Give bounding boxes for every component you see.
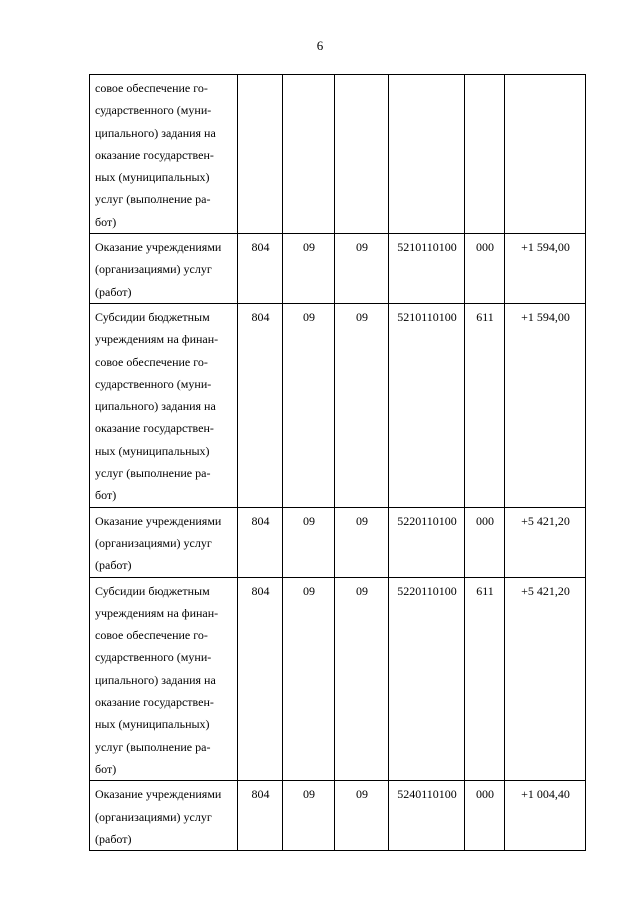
table-row xyxy=(90,507,586,577)
item-name-line: ных (муниципальных) xyxy=(95,443,210,458)
item-name-line: бот) xyxy=(95,761,117,776)
razdel-code-cell: 09 xyxy=(283,507,335,577)
item-name-line: услуг (выполнение ра- xyxy=(95,739,211,754)
amount-cell: +1 004,40 xyxy=(505,781,586,851)
table-row xyxy=(90,577,586,781)
podrazdel-code-cell: 09 xyxy=(335,781,389,851)
target-article-code-cell: 5220110100 xyxy=(389,507,465,577)
amount-cell: +5 421,20 xyxy=(505,507,586,577)
item-name-line: услуг (выполнение ра- xyxy=(95,192,211,207)
vedomstvo-code-cell: 804 xyxy=(238,577,283,781)
item-name-line: ципального) задания на xyxy=(95,125,216,140)
razdel-code-cell xyxy=(283,75,335,234)
item-name-line: Оказание учреждениями xyxy=(95,513,222,528)
expense-type-code-cell: 000 xyxy=(465,781,505,851)
item-name-line: (работ) xyxy=(95,284,132,299)
item-name-line: оказание государствен- xyxy=(95,147,214,162)
item-name-line: ных (муниципальных) xyxy=(95,170,210,185)
target-article-code-cell: 5210110100 xyxy=(389,303,465,507)
vedomstvo-code-cell: 804 xyxy=(238,507,283,577)
item-name-cell xyxy=(90,303,238,507)
item-name-line: ципального) задания на xyxy=(95,672,216,687)
expense-type-code-cell xyxy=(465,75,505,234)
item-name-line: (работ) xyxy=(95,831,132,846)
podrazdel-code-cell xyxy=(335,75,389,234)
item-name-line: совое обеспечение го- xyxy=(95,628,208,643)
table-row xyxy=(90,75,586,234)
vedomstvo-code-cell: 804 xyxy=(238,781,283,851)
item-name-line: ных (муниципальных) xyxy=(95,717,210,732)
table-row xyxy=(90,781,586,851)
page-number: 6 xyxy=(316,38,324,53)
item-name-line: сударственного (муни- xyxy=(95,650,212,665)
target-article-code-cell: 5240110100 xyxy=(389,781,465,851)
item-name-line: (организациями) услуг xyxy=(95,262,212,277)
target-article-code-cell: 5220110100 xyxy=(389,577,465,781)
item-name-cell xyxy=(90,781,238,851)
expense-type-code-cell: 611 xyxy=(465,303,505,507)
vedomstvo-code-cell: 804 xyxy=(238,234,283,304)
vedomstvo-code-cell xyxy=(238,75,283,234)
razdel-code-cell: 09 xyxy=(283,781,335,851)
target-article-code-cell: 5210110100 xyxy=(389,234,465,304)
item-name-line: совое обеспечение го- xyxy=(95,81,208,95)
item-name-cell xyxy=(90,234,238,304)
amount-cell: +5 421,20 xyxy=(505,577,586,781)
item-name-line: (организациями) услуг xyxy=(95,535,212,550)
target-article-code-cell xyxy=(389,75,465,234)
item-name-line: (работ) xyxy=(95,558,132,573)
item-name-cell xyxy=(90,577,238,781)
podrazdel-code-cell: 09 xyxy=(335,577,389,781)
razdel-code-cell: 09 xyxy=(283,577,335,781)
item-name-line: оказание государствен- xyxy=(95,695,214,710)
item-name-line: сударственного (муни- xyxy=(95,103,212,118)
item-name-line: (организациями) услуг xyxy=(95,809,212,824)
item-name-line: сударственного (муни- xyxy=(95,376,212,391)
item-name-line: услуг (выполнение ра- xyxy=(95,466,211,481)
razdel-code-cell: 09 xyxy=(283,303,335,507)
item-name-line: Субсидии бюджетным xyxy=(95,309,210,324)
amount-cell xyxy=(505,75,586,234)
budget-table-body xyxy=(90,75,586,851)
item-name-line: бот) xyxy=(95,214,117,229)
podrazdel-code-cell: 09 xyxy=(335,234,389,304)
expense-type-code-cell: 000 xyxy=(465,507,505,577)
podrazdel-code-cell: 09 xyxy=(335,303,389,507)
item-name-line: совое обеспечение го- xyxy=(95,354,208,369)
item-name-line: Субсидии бюджетным xyxy=(95,583,210,598)
item-name-line: ципального) задания на xyxy=(95,399,216,414)
podrazdel-code-cell: 09 xyxy=(335,507,389,577)
item-name-line: Оказание учреждениями xyxy=(95,240,222,255)
budget-table xyxy=(89,74,586,851)
amount-cell: +1 594,00 xyxy=(505,303,586,507)
item-name-line: оказание государствен- xyxy=(95,421,214,436)
item-name-cell xyxy=(90,507,238,577)
razdel-code-cell: 09 xyxy=(283,234,335,304)
table-row xyxy=(90,234,586,304)
item-name-line: учреждениям на финан- xyxy=(95,332,219,347)
amount-cell: +1 594,00 xyxy=(505,234,586,304)
item-name-cell xyxy=(90,75,238,234)
expense-type-code-cell: 000 xyxy=(465,234,505,304)
table-row xyxy=(90,303,586,507)
expense-type-code-cell: 611 xyxy=(465,577,505,781)
item-name-line: учреждениям на финан- xyxy=(95,605,219,620)
item-name-line: бот) xyxy=(95,488,117,503)
item-name-line: Оказание учреждениями xyxy=(95,787,222,802)
vedomstvo-code-cell: 804 xyxy=(238,303,283,507)
